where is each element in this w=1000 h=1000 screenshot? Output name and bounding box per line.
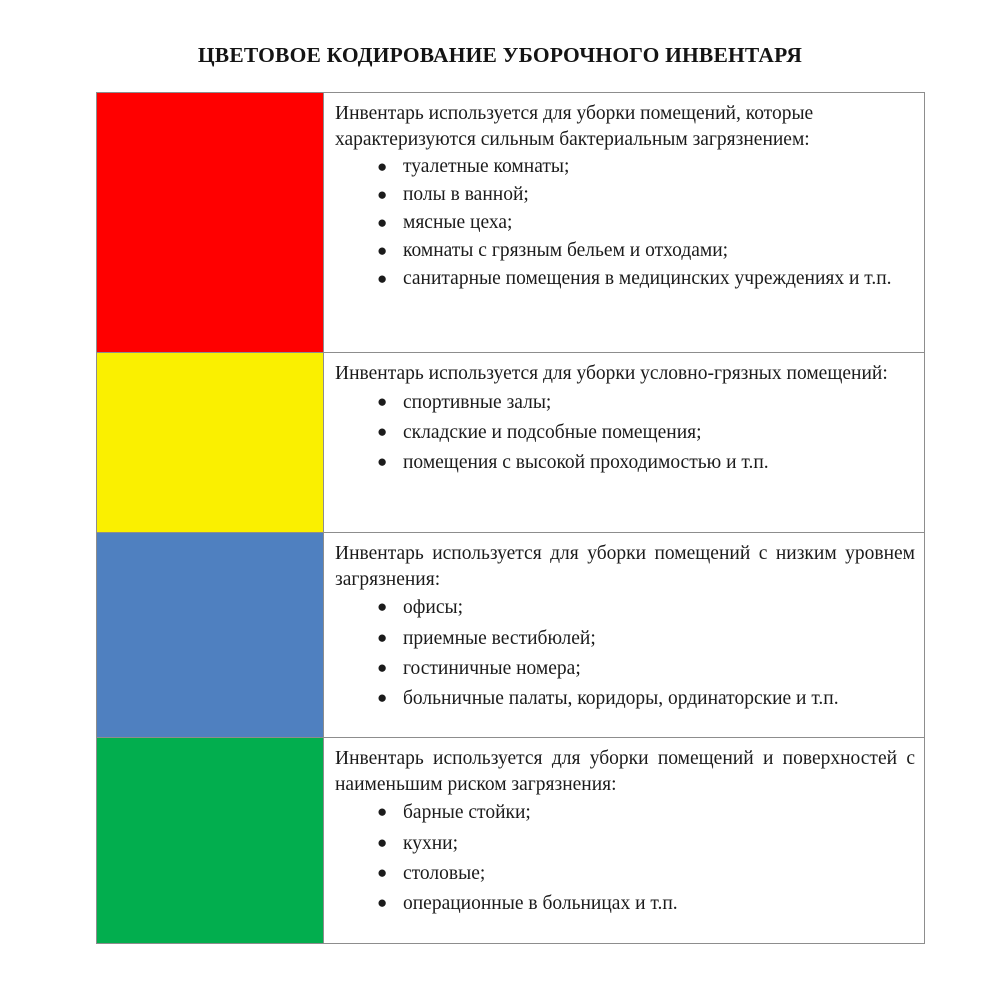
color-swatch-green [97,738,323,943]
bullet-dot-icon: ● [377,832,388,852]
description-intro: Инвентарь используется для уборки условно-грязных помещений: [335,363,888,384]
list-item [335,799,915,827]
list-item-label: офисы; [403,597,463,619]
color-coding-table-body [97,93,925,944]
list-item [335,860,915,888]
list-item [335,266,915,293]
list-item [335,210,915,237]
color-swatch-yellow [97,353,323,532]
description-cell-green [324,738,925,944]
list-item [335,154,915,181]
bullet-dot-icon: ● [377,391,388,411]
bullet-dot-icon: ● [377,452,388,472]
color-coding-table [96,92,925,944]
description-item-list [335,154,915,293]
color-swatch-red [97,93,323,352]
bullet-dot-icon: ● [377,212,388,232]
table-row [97,533,925,738]
bullet-dot-icon: ● [377,688,388,708]
description-cell-blue [324,533,925,738]
bullet-dot-icon: ● [377,627,388,647]
list-item-label: кухни; [403,832,458,854]
list-item [335,182,915,209]
list-item [335,685,915,713]
page-title: ЦВЕТОВОЕ КОДИРОВАНИЕ УБОРОЧНОГО ИНВЕНТАРЯ [197,43,803,67]
list-item-label: больничные палаты, коридоры, ординаторские и т.п. [403,688,839,710]
description-intro: Инвентарь используется для уборки помещений, которые характеризуются сильным бактериальным загрязнением: [335,103,814,150]
list-item-label: спортивные залы; [403,391,552,413]
description-intro: Инвентарь используется для уборки помещений и поверхностей с наименьшим риском загрязнения: [335,748,915,795]
color-swatch-cell-red [97,93,324,353]
list-item [335,830,915,858]
list-item-label: комнаты с грязным бельем и отходами; [403,239,729,261]
color-swatch-cell-yellow [97,353,324,533]
description-item-list [335,389,915,478]
list-item [335,389,915,417]
description-cell-red [324,93,925,353]
table-row [97,738,925,944]
list-item-label: мясные цеха; [403,211,513,233]
bullet-dot-icon: ● [377,157,388,177]
bullet-dot-icon: ● [377,240,388,260]
list-item-label: помещения с высокой проходимостью и т.п. [403,452,769,474]
color-swatch-cell-green [97,738,324,944]
bullet-dot-icon: ● [377,802,388,822]
list-item-label: складские и подсобные помещения; [403,422,702,443]
list-item [335,890,915,918]
description-item-list [335,594,915,714]
color-swatch-cell-blue [97,533,324,738]
list-item [335,238,915,265]
bullet-dot-icon: ● [377,184,388,204]
bullet-dot-icon: ● [377,597,388,617]
description-intro: Инвентарь используется для уборки помещений с низким уровнем загрязнения: [335,543,915,590]
list-item-label: операционные в больницах и т.п. [403,893,678,915]
list-item [335,655,915,683]
list-item [335,449,915,477]
list-item [335,594,915,622]
list-item [335,419,915,447]
list-item [335,625,915,653]
list-item-label: барные стойки; [403,802,531,824]
table-row [97,353,925,533]
description-cell-yellow [324,353,925,533]
bullet-dot-icon: ● [377,893,388,913]
list-item-label: полы в ванной; [403,183,529,205]
list-item-label: гостиничные номера; [403,658,581,679]
bullet-dot-icon: ● [377,863,388,882]
list-item-label: столовые; [403,863,486,884]
list-item-label: туалетные комнаты; [403,156,570,178]
bullet-dot-icon: ● [377,422,388,441]
description-item-list [335,799,915,919]
bullet-dot-icon: ● [377,658,388,677]
table-row [97,93,925,353]
list-item-label: санитарные помещения в медицинских учреждениях и т.п. [403,267,892,289]
bullet-dot-icon: ● [377,268,388,288]
color-swatch-blue [97,533,323,737]
list-item-label: приемные вестибюлей; [403,627,596,649]
